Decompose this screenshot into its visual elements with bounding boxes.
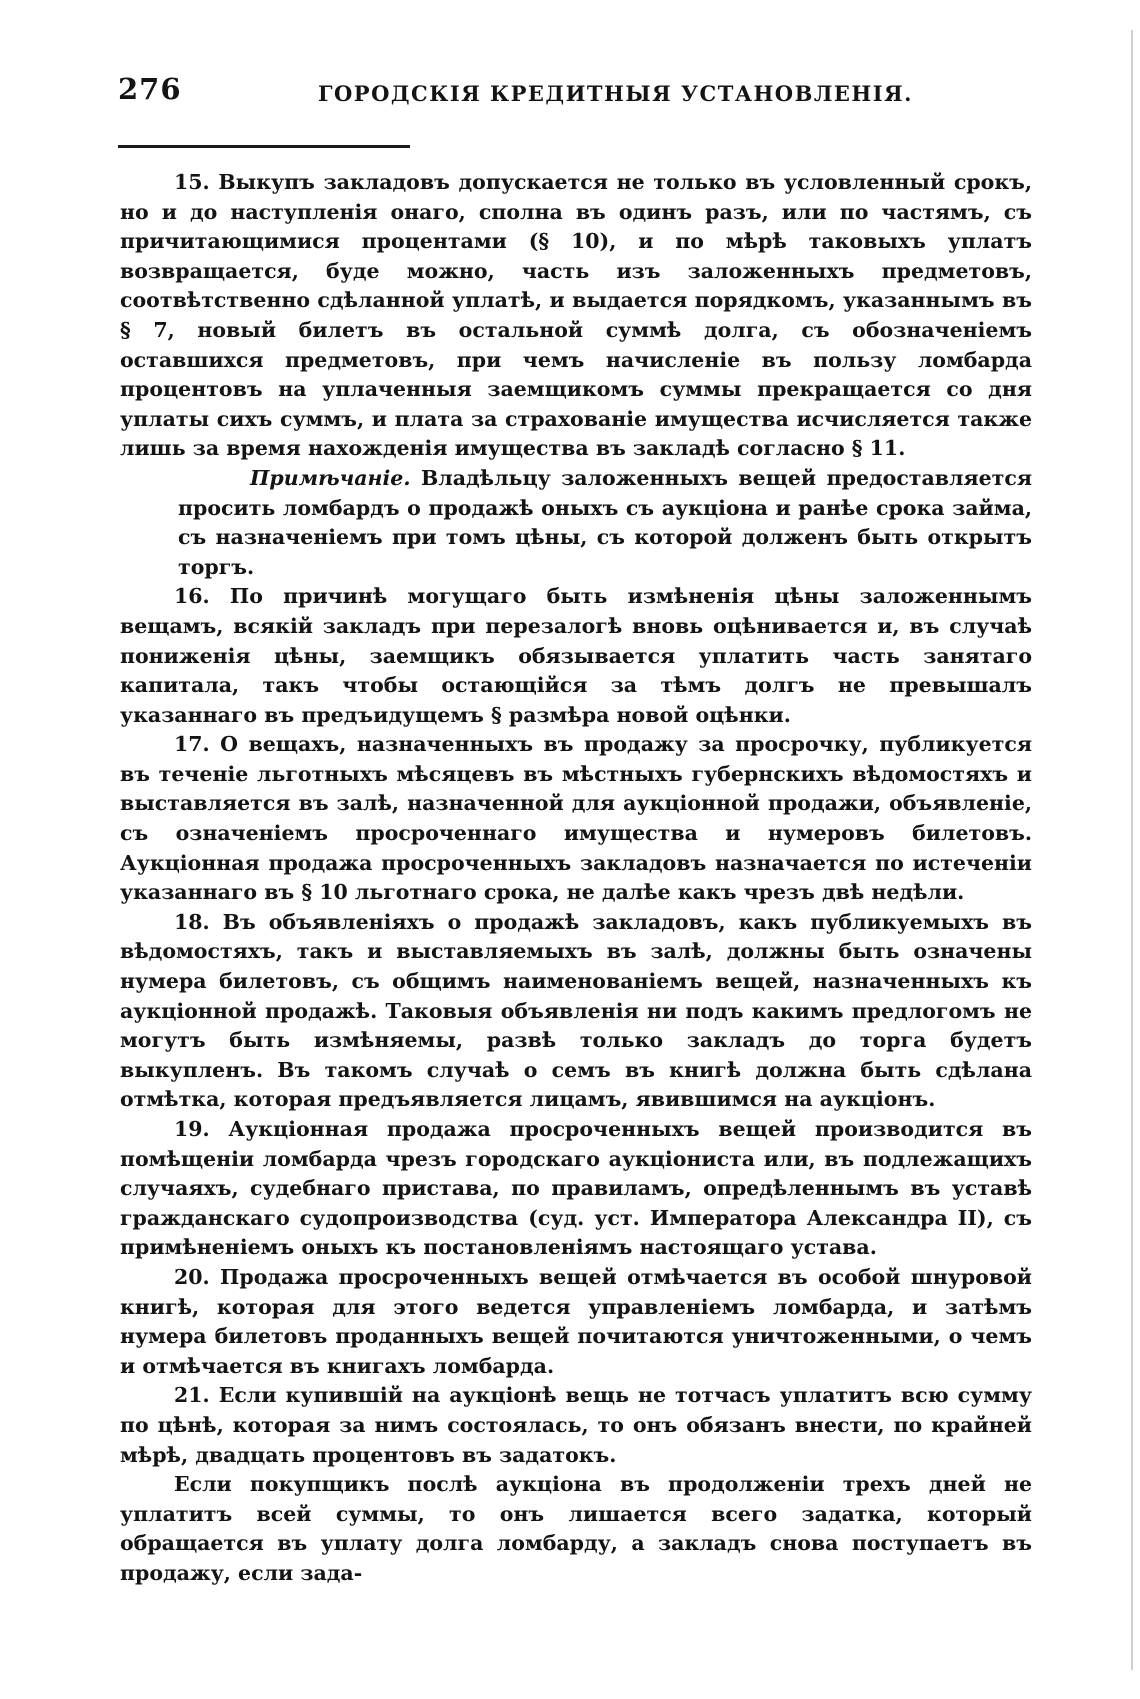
- paragraph-15: 15. Выкупъ закладовъ допускается не только въ условленный срокъ, но и до наступленія онаго, сполна въ одинъ разъ, или по частямъ, съ причитающимися процентами (§ 10), и по мѣрѣ таковыхъ уплатъ возвращается, буде можно, часть изъ заложенныхъ предметовъ, соотвѣтственно сдѣланной уплатѣ, и выдается порядкомъ, указаннымъ въ § 7, новый билетъ въ остальной суммѣ долга, съ обозначеніемъ оставшихся предметовъ, при чемъ начисленіе въ пользу ломбарда процентовъ на уплаченныя заемщикомъ суммы прекращается со дня уплаты сихъ суммъ, и плата за страхованіе имущества исчисляется также лишь за время нахожденія имущества въ закладѣ согласно § 11.: [120, 170, 1032, 461]
- paragraph-21: 21. Если купившій на аукціонѣ вещь не тотчасъ уплатитъ всю сумму по цѣнѣ, которая за нимъ состоялась, то онъ обязанъ внести, по крайней мѣрѣ, двадцать процентовъ въ задатокъ.: [120, 1383, 1032, 1467]
- header-rule: [118, 145, 410, 148]
- note-label: Примѣчаніе.: [250, 465, 411, 490]
- paragraph-16: 16. По причинѣ могущаго быть измѣненія цѣны заложеннымъ вещамъ, всякій закладъ при перезалогѣ вновь оцѣнивается и, въ случаѣ пониженія цѣны, заемщикъ обязывается уплатить часть занятаго капитала, такъ чтобы остающійся за тѣмъ долгъ не превышалъ указаннаго въ предъидущемъ § размѣра новой оцѣнки.: [120, 584, 1032, 727]
- note-text: Владѣльцу заложенныхъ вещей предоставляется просить ломбардъ о продажѣ оныхъ съ аукціона и ранѣе срока займа, съ назначеніемъ при томъ цѣны, съ которой долженъ быть открытъ торгъ.: [178, 465, 1033, 579]
- paragraph-19: 19. Аукціонная продажа просроченныхъ вещей производится въ помѣщеніи ломбарда чрезъ городскаго аукціониста или, въ подлежащихъ случаяхъ, судебнаго пристава, по правиламъ, опредѣленнымъ въ уставѣ гражданскаго судопроизводства (суд. уст. Императора Александра II), съ примѣненіемъ оныхъ къ постановленіямъ настоящаго устава.: [120, 1117, 1032, 1260]
- body-text: [120, 168, 1032, 1589]
- running-title: ГОРОДСКІЯ КРЕДИТНЫЯ УСТАНОВЛЕНІЯ.: [318, 81, 913, 106]
- page-edge-line: [1131, 30, 1133, 1670]
- paragraph-21-continuation: Если покупщикъ послѣ аукціона въ продолженіи трехъ дней не уплатитъ всей суммы, то онъ лишается всего задатка, который обращается въ уплату долга ломбарду, а закладъ снова поступаетъ въ продажу, если зада-: [120, 1472, 1032, 1585]
- paragraph-20: 20. Продажа просроченныхъ вещей отмѣчается въ особой шнуровой книгѣ, которая для этого ведется управленіемъ ломбарда, и затѣмъ нумера билетовъ проданныхъ вещей почитаются уничтоженными, о чемъ и отмѣчается въ книгахъ ломбарда.: [120, 1264, 1032, 1378]
- page-number: 276: [118, 72, 182, 106]
- note-paragraph: [178, 464, 1032, 582]
- page-header: [118, 72, 1038, 112]
- paragraph-17: 17. О вещахъ, назначенныхъ въ продажу за просрочку, публикуется въ теченіе льготныхъ мѣсяцевъ въ мѣстныхъ губернскихъ вѣдомостяхъ и выставляется въ залѣ, назначенной для аукціонной продажи, объявленіе, съ означеніемъ просроченнаго имущества и нумеровъ билетовъ. Аукціонная продажа просроченныхъ закладовъ назначается по истеченіи указаннаго въ § 10 льготнаго срока, не далѣе какъ чрезъ двѣ недѣли.: [120, 732, 1032, 905]
- paragraph-18: 18. Въ объявленіяхъ о продажѣ закладовъ, какъ публикуемыхъ въ вѣдомостяхъ, такъ и выставляемыхъ въ залѣ, должны быть означены нумера билетовъ, съ общимъ наименованіемъ вещей, назначенныхъ къ аукціонной продажѣ. Таковыя объявленія ни подъ какимъ предлогомъ не могутъ быть измѣняемы, развѣ только закладъ до торга будетъ выкупленъ. Въ такомъ случаѣ о семъ въ книгѣ должна быть сдѣлана отмѣтка, которая предъявляется лицамъ, явившимся на аукціонъ.: [120, 909, 1032, 1112]
